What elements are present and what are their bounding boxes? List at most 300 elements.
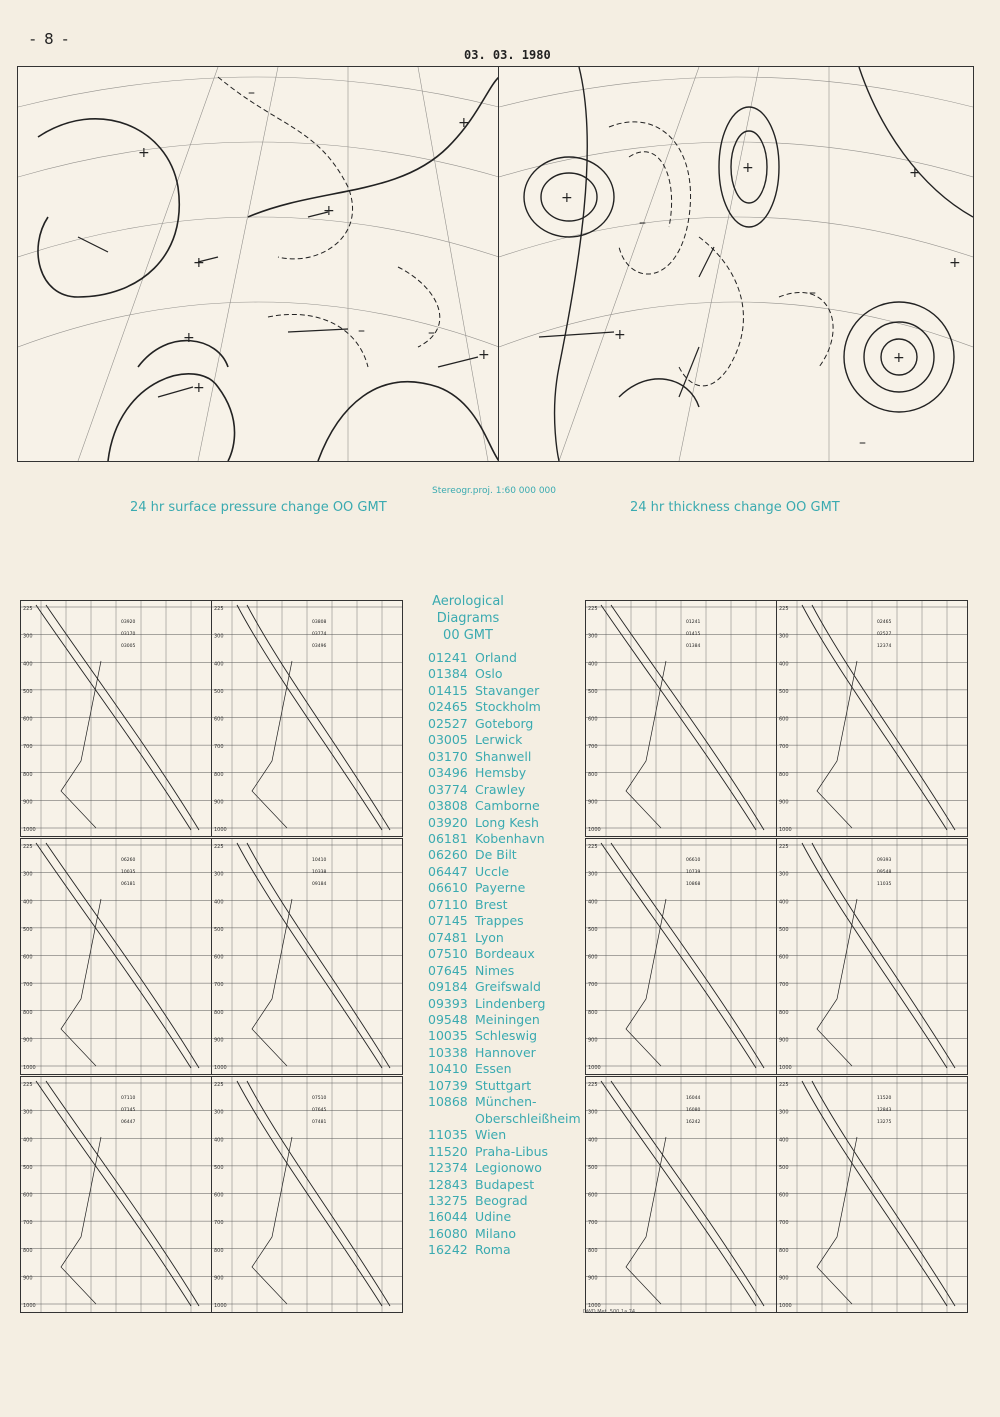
station-row	[428, 1127, 635, 1143]
pressure-tick-label: 700	[23, 744, 33, 751]
aerological-diagram	[776, 1076, 968, 1313]
station-code: 10868	[428, 1094, 468, 1110]
pressure-tick-label: 500	[588, 926, 598, 933]
station-row	[428, 1028, 635, 1044]
pressure-tick-label: 1000	[23, 1303, 36, 1309]
pressure-tick-label: 225	[779, 606, 789, 612]
svg-text:+: +	[893, 350, 905, 366]
pressure-tick-label: 900	[23, 799, 33, 806]
pressure-tick-label: 900	[779, 1037, 789, 1044]
pressure-tick-label: 225	[588, 606, 598, 612]
pressure-tick-label: 600	[214, 954, 224, 961]
pressure-tick-label: 500	[779, 926, 789, 933]
legend-title	[428, 593, 508, 644]
diagram-station-code: 10338	[312, 870, 327, 875]
diagram-station-code: 02465	[877, 620, 892, 625]
station-code: 10739	[428, 1077, 468, 1093]
pressure-tick-label: 900	[588, 1037, 598, 1044]
station-code: 06260	[428, 847, 468, 863]
thickness-change-caption: 24 hr thickness change OO GMT	[630, 500, 840, 515]
station-name: Meiningen	[475, 1011, 540, 1027]
station-code: 03774	[428, 781, 468, 797]
diagram-station-code: 01241	[686, 620, 701, 625]
diagram-station-code: 07510	[312, 1096, 327, 1101]
station-code: 07145	[428, 913, 468, 929]
pressure-tick-label: 800	[779, 771, 789, 778]
station-code: 02465	[428, 699, 468, 715]
station-name: Lerwick	[475, 732, 523, 748]
station-name: Budapest	[475, 1176, 535, 1192]
pressure-tick-label: 900	[779, 799, 789, 806]
station-code: 16044	[428, 1209, 468, 1225]
pressure-tick-label: 400	[23, 1137, 33, 1144]
station-code: 06181	[428, 830, 468, 846]
pressure-tick-label: 900	[214, 1275, 224, 1282]
svg-text:+: +	[183, 330, 195, 346]
pressure-tick-label: 1000	[779, 1303, 792, 1309]
station-row	[428, 847, 635, 863]
diagram-station-code: 01415	[686, 632, 701, 637]
pressure-tick-label: 500	[23, 688, 33, 695]
diagram-station-code: 07145	[121, 1108, 136, 1113]
station-name: Roma	[475, 1242, 511, 1258]
station-code: 02527	[428, 715, 468, 731]
pressure-tick-label: 225	[588, 844, 598, 850]
aerological-diagram-drawing	[212, 601, 402, 836]
station-row	[428, 831, 635, 847]
pressure-tick-label: 700	[588, 982, 598, 989]
aerological-diagram-drawing	[212, 1077, 402, 1312]
projection-note: Stereogr.proj. 1:60 000 000	[432, 486, 557, 496]
pressure-tick-label: 800	[23, 771, 33, 778]
diagram-station-code: 09184	[312, 882, 327, 887]
diagram-station-code: 16242	[686, 1120, 701, 1125]
station-row	[428, 946, 635, 962]
station-code: 03920	[428, 814, 468, 830]
diagram-station-code: 11520	[877, 1096, 892, 1101]
station-name: München-	[475, 1094, 537, 1110]
aerological-diagram	[20, 600, 212, 837]
pressure-tick-label: 1000	[214, 1303, 227, 1309]
station-code: 03808	[428, 798, 468, 814]
pressure-tick-label: 1000	[588, 1303, 601, 1309]
aerological-diagram	[211, 1076, 403, 1313]
pressure-tick-label: 900	[214, 799, 224, 806]
aerological-diagram	[211, 838, 403, 1075]
station-code: 10410	[428, 1061, 468, 1077]
pressure-tick-label: 500	[23, 1164, 33, 1171]
pressure-tick-label: 600	[588, 954, 598, 961]
station-name: Uccle	[475, 863, 510, 879]
pressure-tick-label: 500	[779, 688, 789, 695]
station-name: Oberschleißheim	[475, 1110, 581, 1126]
pressure-tick-label: 600	[214, 1192, 224, 1199]
diagram-station-code: 12374	[877, 644, 892, 649]
station-name: Stockholm	[475, 699, 541, 715]
station-name: Greifswald	[475, 979, 541, 995]
station-row	[428, 1160, 635, 1176]
pressure-tick-label: 600	[779, 954, 789, 961]
pressure-tick-label: 700	[214, 1220, 224, 1227]
diagram-station-code: 03170	[121, 632, 136, 637]
aerological-diagram-drawing	[21, 1077, 211, 1312]
station-row	[428, 864, 635, 880]
station-code: 16080	[428, 1225, 468, 1241]
pressure-tick-label: 700	[779, 744, 789, 751]
pressure-tick-label: 500	[23, 926, 33, 933]
diagram-station-code: 06260	[121, 858, 136, 863]
pressure-tick-label: 225	[588, 1082, 598, 1088]
diagram-station-code: 07481	[312, 1120, 327, 1125]
station-name: Lindenberg	[475, 995, 546, 1011]
pressure-tick-label: 300	[779, 1109, 789, 1116]
svg-text:–: –	[809, 285, 816, 301]
pressure-tick-label: 500	[214, 688, 224, 695]
station-name: Kobenhavn	[475, 830, 545, 846]
station-name: Bordeaux	[475, 946, 535, 962]
svg-text:+: +	[138, 145, 150, 161]
station-row	[428, 1094, 635, 1110]
pressure-tick-label: 900	[214, 1037, 224, 1044]
diagram-station-code: 12843	[877, 1108, 892, 1113]
svg-text:–: –	[639, 215, 646, 231]
pressure-tick-label: 400	[214, 899, 224, 906]
pressure-tick-label: 800	[23, 1009, 33, 1016]
station-name: Payerne	[475, 880, 526, 896]
pressure-tick-label: 225	[214, 844, 224, 850]
pressure-tick-label: 500	[588, 1164, 598, 1171]
pressure-tick-label: 800	[588, 1009, 598, 1016]
station-row	[428, 732, 635, 751]
pressure-tick-label: 400	[23, 661, 33, 668]
diagram-station-code: 03496	[312, 644, 327, 649]
station-name: Stavanger	[475, 682, 540, 698]
pressure-tick-label: 700	[588, 1220, 598, 1227]
pressure-tick-label: 400	[779, 661, 789, 668]
pressure-tick-label: 225	[779, 844, 789, 850]
map-date: 03. 03. 1980	[464, 48, 551, 62]
station-row	[428, 913, 635, 929]
pressure-tick-label: 1000	[779, 827, 792, 833]
station-name: Essen	[475, 1061, 512, 1077]
diagram-station-code: 02527	[877, 632, 892, 637]
pressure-tick-label: 500	[214, 1164, 224, 1171]
pressure-tick-label: 225	[23, 844, 33, 850]
pressure-tick-label: 600	[588, 716, 598, 723]
svg-text:–: –	[859, 435, 866, 451]
station-row	[428, 1209, 635, 1225]
svg-text:+: +	[478, 347, 490, 363]
pressure-tick-label: 1000	[214, 827, 227, 833]
diagram-station-code: 09393	[877, 858, 892, 863]
station-name: Crawley	[475, 781, 526, 797]
pressure-tick-label: 300	[588, 871, 598, 878]
pressure-tick-label: 900	[23, 1275, 33, 1282]
station-code: 10338	[428, 1044, 468, 1060]
diagram-station-code: 16080	[686, 1108, 701, 1113]
station-name: Long Kesh	[475, 814, 539, 830]
pressure-tick-label: 1000	[588, 827, 601, 833]
station-row	[428, 1009, 635, 1028]
station-row	[428, 666, 635, 682]
pressure-tick-label: 400	[779, 1137, 789, 1144]
pressure-tick-label: 500	[588, 688, 598, 695]
station-code: 03005	[428, 732, 468, 748]
pressure-tick-label: 500	[779, 1164, 789, 1171]
pressure-tick-label: 600	[214, 716, 224, 723]
station-row	[428, 1226, 635, 1242]
station-code: 09548	[428, 1011, 468, 1027]
pressure-tick-label: 600	[23, 954, 33, 961]
station-row	[428, 765, 635, 781]
station-row	[428, 683, 635, 699]
pressure-tick-label: 225	[23, 606, 33, 612]
station-row	[428, 1078, 635, 1094]
pressure-tick-label: 500	[214, 926, 224, 933]
aerological-diagram-drawing	[777, 601, 967, 836]
station-code: 01415	[428, 682, 468, 698]
pressure-tick-label: 400	[214, 661, 224, 668]
aerological-diagram-drawing	[212, 839, 402, 1074]
thickness-change-map	[498, 66, 974, 462]
thickness-map-drawing	[499, 67, 973, 461]
station-row	[428, 815, 635, 831]
pressure-tick-label: 300	[214, 1109, 224, 1116]
station-name: Stuttgart	[475, 1077, 532, 1093]
station-row	[428, 1045, 635, 1061]
pressure-tick-label: 400	[588, 661, 598, 668]
svg-text:–: –	[358, 323, 365, 339]
aerological-diagram-drawing	[21, 601, 211, 836]
station-list	[428, 650, 635, 1259]
station-row	[428, 716, 635, 732]
diagram-station-code: 10410	[312, 858, 327, 863]
pressure-tick-label: 300	[779, 633, 789, 640]
aerological-diagram	[20, 1076, 212, 1313]
station-code	[428, 1111, 475, 1127]
svg-text:+: +	[193, 380, 205, 396]
diagram-station-code: 03774	[312, 632, 327, 637]
diagram-station-code: 10035	[121, 870, 136, 875]
station-name: Goteborg	[475, 715, 534, 731]
aerological-diagram-drawing	[777, 839, 967, 1074]
station-row	[428, 1177, 635, 1193]
station-row	[428, 782, 635, 798]
station-row	[428, 880, 635, 896]
station-code: 01384	[428, 666, 468, 682]
pressure-tick-label: 1000	[588, 1065, 601, 1071]
aerological-diagram-drawing	[777, 1077, 967, 1312]
station-code: 11035	[428, 1127, 468, 1143]
station-code: 07481	[428, 929, 468, 945]
pressure-tick-label: 800	[214, 1009, 224, 1016]
pressure-change-caption: 24 hr surface pressure change OO GMT	[130, 500, 387, 515]
diagram-station-code: 09548	[877, 870, 892, 875]
station-code: 07645	[428, 962, 468, 978]
station-code: 13275	[428, 1192, 468, 1208]
station-row	[428, 1111, 635, 1127]
svg-text:+: +	[614, 327, 626, 343]
diagram-station-code: 03808	[312, 620, 327, 625]
station-row	[428, 798, 635, 814]
station-code: 07110	[428, 896, 468, 912]
pressure-tick-label: 300	[779, 871, 789, 878]
pressure-tick-label: 400	[779, 899, 789, 906]
station-code: 09184	[428, 979, 468, 995]
station-code: 12374	[428, 1160, 468, 1176]
station-code: 03496	[428, 765, 468, 781]
aerological-diagram	[20, 838, 212, 1075]
diagram-station-code: 07110	[121, 1096, 136, 1101]
station-name: Udine	[475, 1209, 512, 1225]
svg-text:+: +	[193, 255, 205, 271]
diagram-station-code: 07645	[312, 1108, 327, 1113]
station-code: 16242	[428, 1242, 468, 1258]
station-name: Shanwell	[475, 748, 532, 764]
station-code: 12843	[428, 1176, 468, 1192]
pressure-tick-label: 400	[23, 899, 33, 906]
legend-title-line1: Aerological	[432, 594, 504, 609]
pressure-tick-label: 900	[588, 1275, 598, 1282]
pressure-tick-label: 300	[214, 633, 224, 640]
svg-text:+: +	[561, 190, 573, 206]
pressure-tick-label: 300	[23, 1109, 33, 1116]
station-name: Trappes	[475, 913, 524, 929]
pressure-tick-label: 700	[23, 1220, 33, 1227]
diagram-station-code: 16044	[686, 1096, 701, 1101]
station-name: Milano	[475, 1225, 516, 1241]
diagram-station-code: 13275	[877, 1120, 892, 1125]
station-name: Wien	[475, 1127, 507, 1143]
station-row	[428, 979, 635, 995]
pressure-tick-label: 900	[779, 1275, 789, 1282]
station-code: 09393	[428, 995, 468, 1011]
station-name: Hannover	[475, 1044, 536, 1060]
station-code: 11520	[428, 1143, 468, 1159]
svg-text:+: +	[323, 203, 335, 219]
pressure-tick-label: 700	[779, 982, 789, 989]
diagram-station-code: 10868	[686, 882, 701, 887]
pressure-tick-label: 700	[23, 982, 33, 989]
surface-pressure-change-map	[17, 66, 500, 462]
station-name: Hemsby	[475, 765, 527, 781]
pressure-tick-label: 600	[779, 1192, 789, 1199]
diagram-station-code: 11035	[877, 882, 892, 887]
station-name: Lyon	[475, 929, 504, 945]
legend-title-line3: 00 GMT	[443, 628, 493, 643]
svg-text:+: +	[742, 160, 754, 176]
station-row	[428, 699, 635, 715]
page-number: - 8 -	[30, 30, 70, 48]
aerological-diagram	[776, 600, 968, 837]
station-code: 06447	[428, 863, 468, 879]
pressure-tick-label: 800	[588, 771, 598, 778]
station-row	[428, 930, 635, 946]
diagram-station-code: 06447	[121, 1120, 136, 1125]
pressure-tick-label: 800	[214, 771, 224, 778]
station-row	[428, 897, 635, 913]
station-name: Nimes	[475, 962, 515, 978]
aerological-diagram-drawing	[21, 839, 211, 1074]
pressure-tick-label: 225	[214, 606, 224, 612]
station-row	[428, 1061, 635, 1077]
pressure-tick-label: 800	[588, 1247, 598, 1254]
aerological-diagram	[776, 838, 968, 1075]
pressure-tick-label: 700	[214, 744, 224, 751]
diagram-station-code: 10739	[686, 870, 701, 875]
station-row	[428, 1144, 635, 1160]
pressure-tick-label: 225	[214, 1082, 224, 1088]
pressure-tick-label: 800	[23, 1247, 33, 1254]
station-name: Praha-Libus	[475, 1143, 549, 1159]
diagram-station-code: 06181	[121, 882, 136, 887]
pressure-tick-label: 600	[23, 716, 33, 723]
station-code: 07510	[428, 946, 468, 962]
pressure-tick-label: 300	[588, 1109, 598, 1116]
svg-text:–: –	[428, 325, 435, 341]
pressure-tick-label: 800	[214, 1247, 224, 1254]
pressure-tick-label: 1000	[23, 827, 36, 833]
station-code: 03170	[428, 748, 468, 764]
station-name: Orland	[475, 650, 517, 665]
station-name: Beograd	[475, 1192, 528, 1208]
legend-title-line2: Diagrams	[436, 611, 500, 626]
pressure-tick-label: 1000	[214, 1065, 227, 1071]
pressure-tick-label: 300	[214, 871, 224, 878]
pressure-tick-label: 1000	[779, 1065, 792, 1071]
diagram-station-code: 06610	[686, 858, 701, 863]
pressure-tick-label: 300	[23, 633, 33, 640]
station-row	[428, 1193, 635, 1209]
station-row	[428, 1242, 635, 1258]
station-row	[428, 996, 635, 1012]
station-name: De Bilt	[475, 847, 517, 863]
pressure-tick-label: 225	[779, 1082, 789, 1088]
pressure-tick-label: 800	[779, 1247, 789, 1254]
footer-note: DWD Met. 500 1a.74	[583, 1309, 636, 1315]
station-code: 10035	[428, 1028, 468, 1044]
pressure-tick-label: 800	[779, 1009, 789, 1016]
svg-text:–: –	[248, 85, 255, 101]
pressure-map-drawing	[18, 67, 499, 461]
pressure-tick-label: 600	[23, 1192, 33, 1199]
station-name: Schleswig	[475, 1028, 538, 1044]
pressure-tick-label: 400	[588, 899, 598, 906]
pressure-tick-label: 900	[23, 1037, 33, 1044]
pressure-tick-label: 225	[23, 1082, 33, 1088]
station-name: Brest	[475, 896, 508, 912]
station-name: Camborne	[475, 798, 540, 814]
pressure-tick-label: 300	[588, 633, 598, 640]
pressure-tick-label: 400	[214, 1137, 224, 1144]
pressure-tick-label: 300	[23, 871, 33, 878]
svg-text:+: +	[458, 115, 470, 131]
aerological-diagram	[211, 600, 403, 837]
station-name: Oslo	[475, 666, 503, 682]
diagram-station-code: 03920	[121, 620, 136, 625]
station-row	[428, 749, 635, 765]
station-code: 01241	[428, 650, 468, 665]
diagram-station-code: 01384	[686, 644, 701, 649]
station-row	[428, 963, 635, 979]
pressure-tick-label: 700	[588, 744, 598, 751]
pressure-tick-label: 600	[588, 1192, 598, 1199]
station-code: 06610	[428, 880, 468, 896]
pressure-tick-label: 600	[779, 716, 789, 723]
diagram-station-code: 03005	[121, 644, 136, 649]
pressure-tick-label: 700	[214, 982, 224, 989]
station-name: Legionowo	[475, 1160, 542, 1176]
